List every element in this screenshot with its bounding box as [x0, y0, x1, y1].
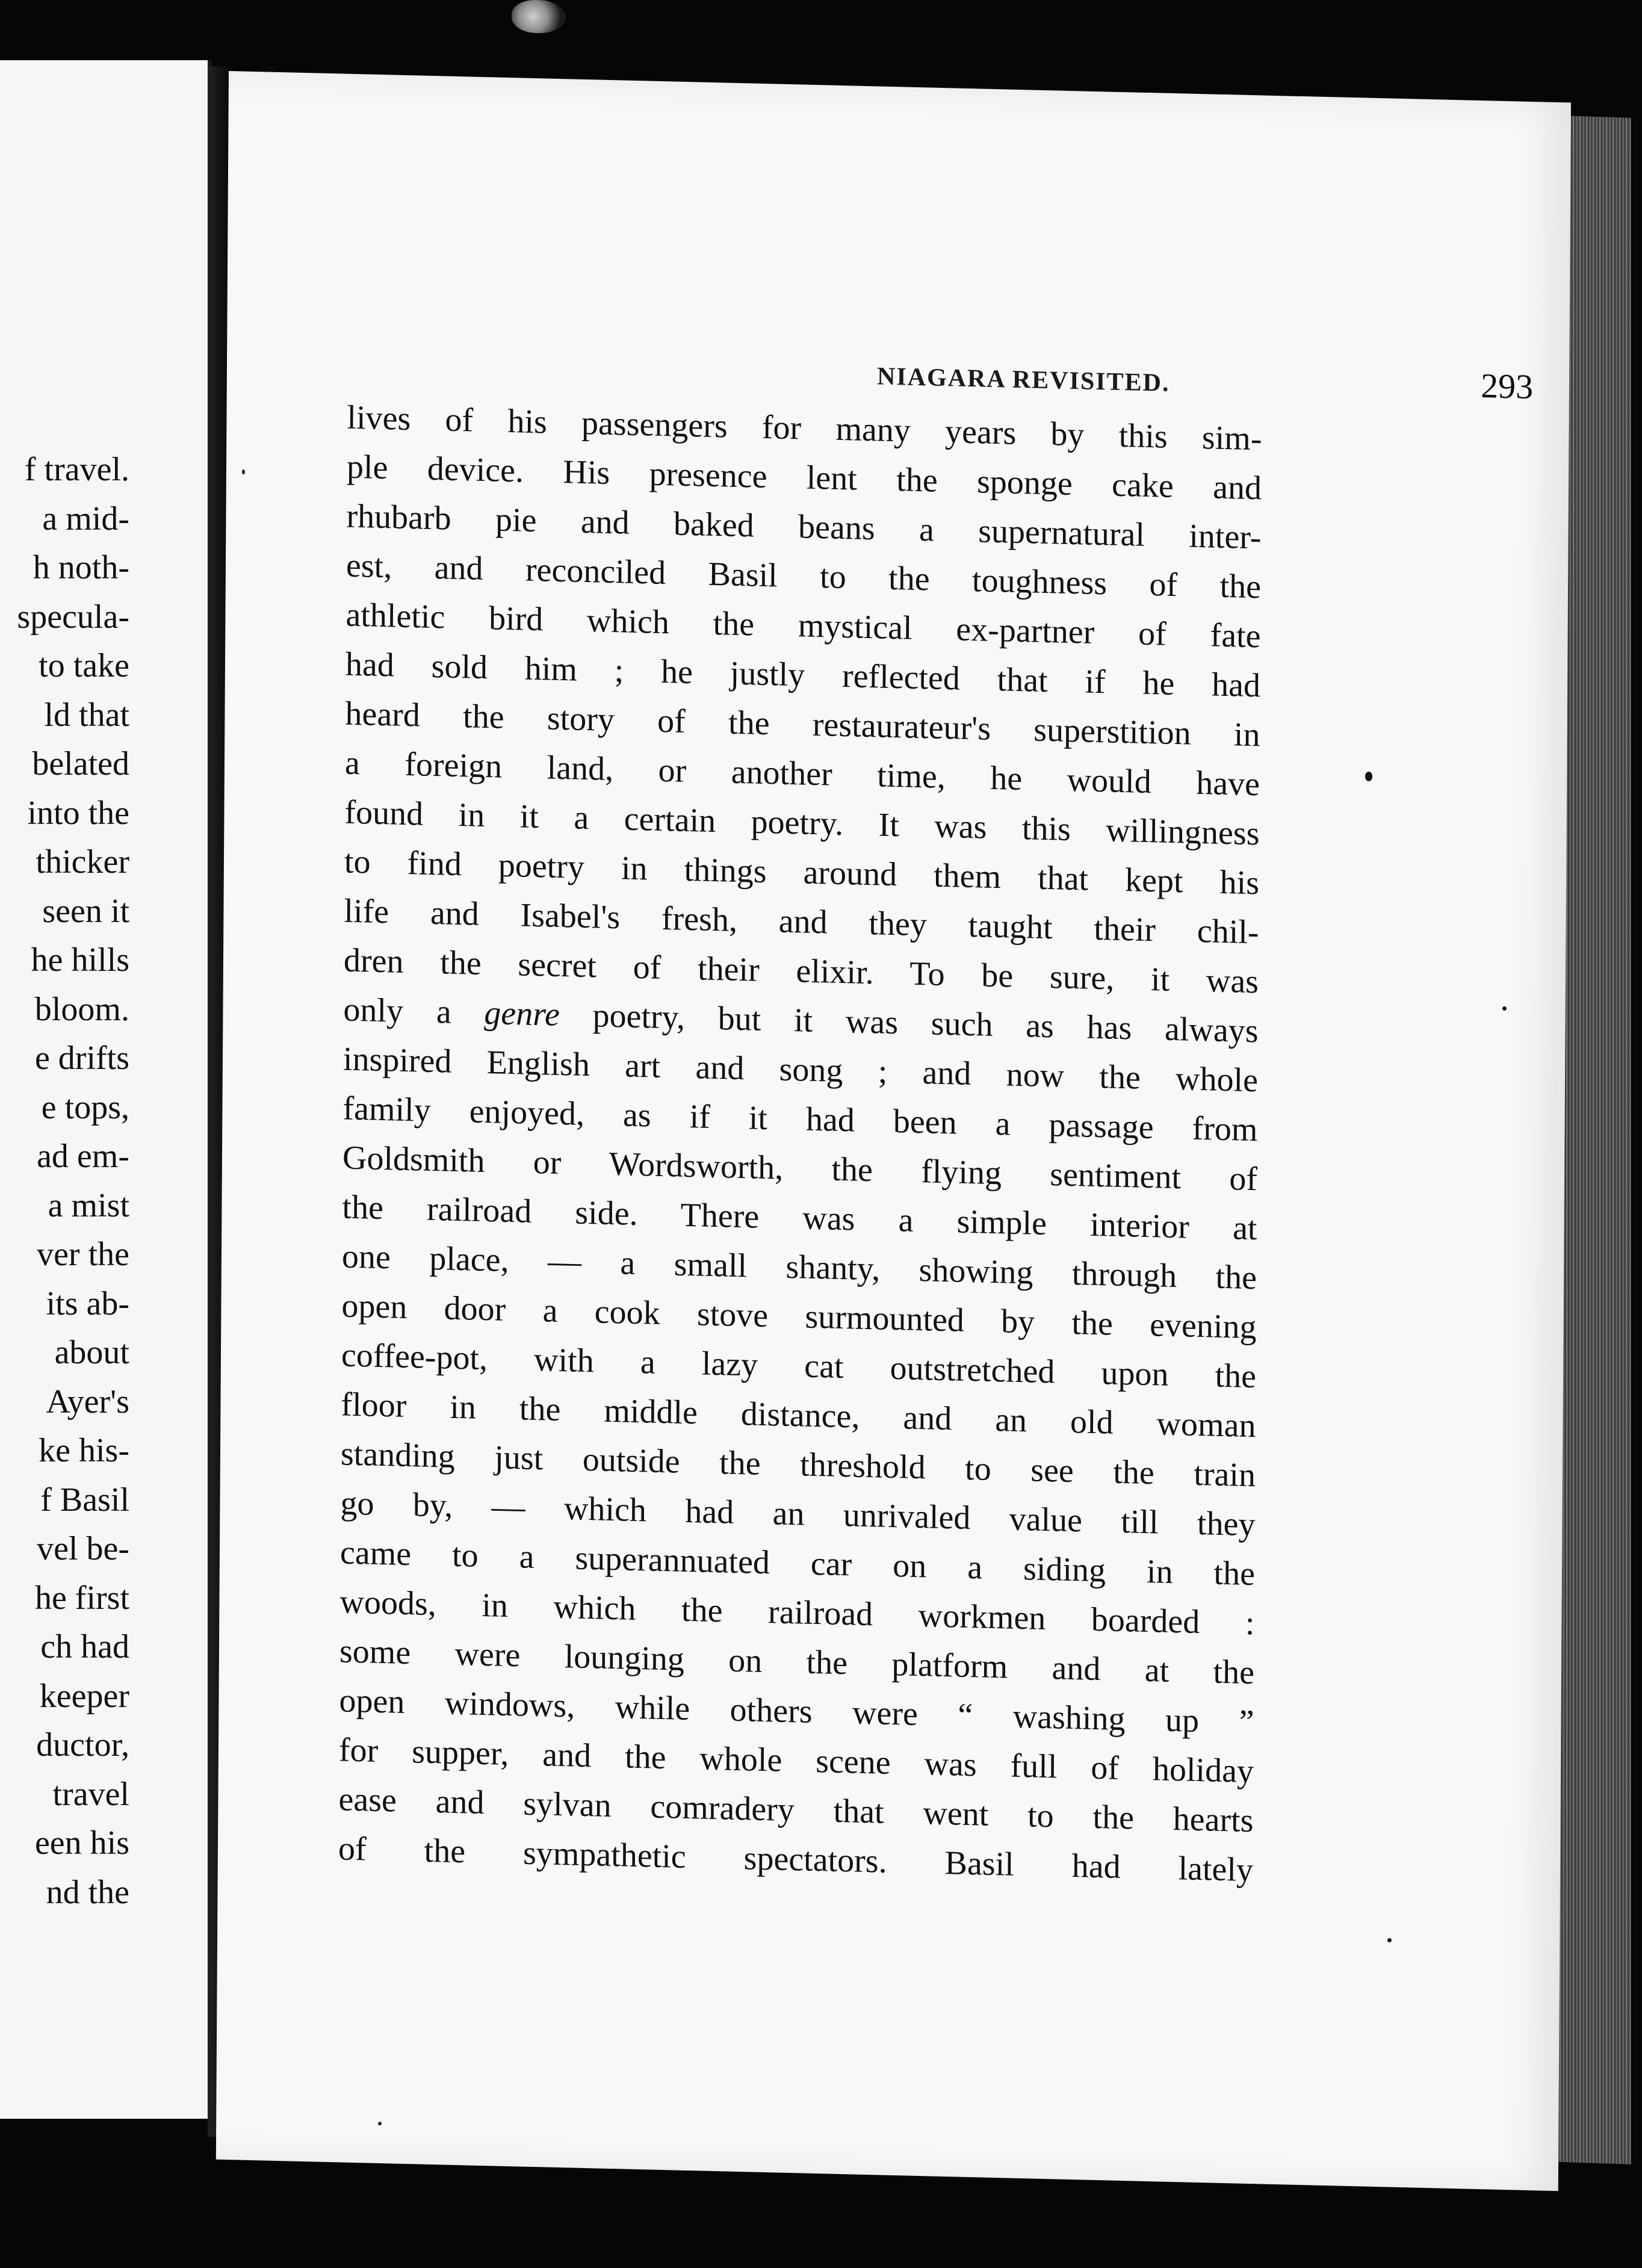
text-line: one place, — a small shanty, showing through the	[341, 1238, 1257, 1297]
text-line: to find poetry in things around them that kept his	[344, 843, 1260, 902]
left-page-line: h noth-	[33, 549, 129, 586]
left-page-line: about	[54, 1334, 129, 1371]
left-page-line: f travel.	[24, 451, 129, 488]
dust-speck	[242, 469, 245, 474]
left-page-line: ch had	[40, 1628, 129, 1665]
scan-artifact-blob	[512, 0, 566, 33]
left-page-line: een his	[34, 1824, 129, 1862]
text-line: rhubarb pie and baked beans a supernatural inter-	[346, 497, 1262, 557]
left-page-line: Ayer's	[46, 1383, 129, 1421]
text-line: the railroad side. There was a simple interior at	[342, 1188, 1257, 1248]
text-line: open windows, while others were “ washing up ”	[339, 1682, 1254, 1741]
left-page	[0, 60, 211, 2119]
text-line: life and Isabel's fresh, and they taught their chil-	[344, 892, 1259, 952]
text-line: dren the secret of their elixir. To be sure, it was	[343, 941, 1259, 1001]
text-line: est, and reconciled Basil to the toughness of the	[345, 547, 1262, 606]
left-page-line: f Basil	[40, 1481, 129, 1519]
left-page-line: nd the	[46, 1873, 129, 1911]
left-page-line: he hills	[31, 941, 129, 979]
right-page	[216, 71, 1571, 2191]
text-run: poetry, but it was such as has always	[559, 996, 1259, 1050]
running-head: NIAGARA REVISITED.	[876, 362, 1170, 397]
text-line: ple device. His presence lent the sponge cake and	[346, 448, 1262, 507]
text-line: coffee-pot, with a lazy cat outstretched upon the	[341, 1336, 1257, 1396]
text-line: athletic bird which the mystical ex-partner of fate	[345, 596, 1261, 655]
left-page-line: ld that	[44, 696, 129, 734]
left-page-line: he first	[34, 1579, 129, 1617]
left-page-line: keeper	[39, 1677, 129, 1715]
left-page-line: a mid-	[42, 500, 129, 538]
left-page-line: ad em-	[37, 1138, 129, 1175]
left-page-line: ke his-	[39, 1432, 129, 1469]
dust-speck	[378, 2122, 382, 2125]
left-page-line: ductor,	[36, 1726, 129, 1764]
left-page-text	[17, 445, 129, 1917]
left-page-line: into the	[27, 794, 129, 832]
text-line: of the sympathetic spectators. Basil had lately	[338, 1830, 1254, 1889]
text-line: Goldsmith or Wordsworth, the flying sentiment of	[342, 1139, 1258, 1198]
page-number: 293	[1480, 366, 1534, 407]
text-line: ease and sylvan comradery that went to the hearts	[338, 1780, 1254, 1840]
left-page-line: vel be-	[37, 1530, 129, 1567]
dust-speck	[1502, 1006, 1507, 1011]
text-line: some were lounging on the platform and at the	[339, 1632, 1255, 1692]
text-line: heard the story of the restaurateur's superstition in	[345, 695, 1260, 754]
text-line: came to a superannuated car on a siding in the	[339, 1534, 1256, 1593]
left-page-line: a mist	[48, 1186, 129, 1224]
text-line: woods, in which the railroad workmen boarded :	[339, 1583, 1255, 1643]
dust-speck	[1387, 1938, 1392, 1942]
left-page-line: to take	[39, 647, 129, 684]
text-run: only a	[343, 991, 485, 1032]
text-line: inspired English art and song ; and now the whole	[342, 1040, 1259, 1100]
left-page-line: thicker	[36, 843, 129, 881]
dust-speck	[1365, 772, 1372, 781]
left-page-line: seen it	[42, 892, 129, 930]
text-line: a foreign land, or another time, he would have	[344, 744, 1260, 804]
italic-term: genre	[484, 994, 560, 1033]
left-page-line: specula-	[17, 598, 129, 636]
left-page-line: e tops,	[41, 1088, 129, 1126]
left-page-line: belated	[32, 745, 129, 782]
left-page-line: ver the	[37, 1236, 129, 1273]
text-line: open door a cook stove surmounted by the evening	[341, 1287, 1257, 1346]
text-line: standing just outside the threshold to see the train	[340, 1435, 1256, 1495]
left-page-line: e drifts	[34, 1040, 129, 1077]
left-page-line: bloom.	[34, 990, 129, 1028]
text-line: family enjoyed, as if it had been a passage from	[342, 1089, 1258, 1149]
left-page-line: its ab-	[46, 1284, 129, 1322]
body-text	[338, 393, 1262, 1895]
text-line: found in it a certain poetry. It was this willingness	[344, 793, 1260, 853]
text-line: floor in the middle distance, and an old woman	[341, 1386, 1256, 1445]
left-page-line: travel	[52, 1775, 129, 1813]
text-line: for supper, and the whole scene was full of holiday	[338, 1731, 1254, 1791]
text-line: lives of his passengers for many years by this sim-	[347, 398, 1262, 458]
text-line: had sold him ; he justly reflected that if he had	[345, 645, 1261, 705]
text-line: go by, — which had an unrivaled value till they	[340, 1484, 1256, 1544]
